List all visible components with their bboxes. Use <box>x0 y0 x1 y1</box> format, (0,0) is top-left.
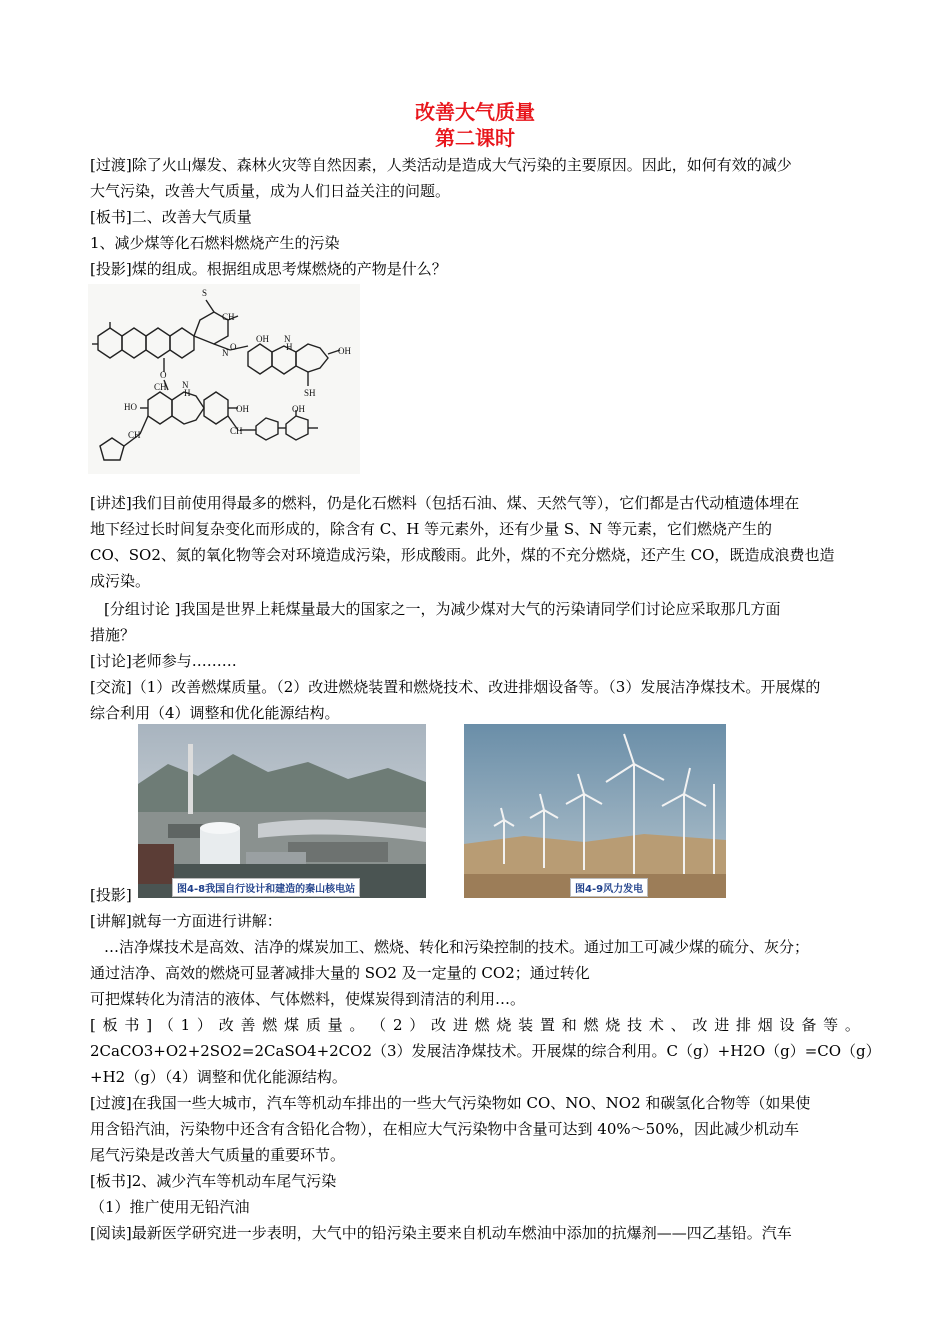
spread-char: （ <box>371 1016 387 1034</box>
text-line: [交流]（1）改善燃煤质量。（2）改进燃烧装置和燃烧技术、改进排烟设备等。（3）发展洁净煤技术。开展煤的 <box>90 678 821 696</box>
paragraph-discussion: [讨论]老师参与……… <box>90 652 237 670</box>
svg-text:CH: CH <box>230 426 243 436</box>
text-line: 成污染。 <box>90 572 151 590</box>
svg-text:O: O <box>160 370 167 380</box>
spread-char: 量 <box>327 1016 343 1034</box>
paragraph-reading: [阅读]最新医学研究进一步表明，大气中的铅污染主要来自机动车燃油中添加的抗爆剂——四乙基铅。汽车 <box>90 1224 792 1242</box>
document-subtitle: 第二课时 <box>435 126 515 150</box>
svg-text:OH: OH <box>256 334 269 344</box>
svg-text:H: H <box>286 342 293 352</box>
paragraph-group-discussion <box>104 596 860 622</box>
spread-char: 燃 <box>262 1016 278 1034</box>
spread-char: [ <box>90 1016 96 1034</box>
svg-text:N: N <box>284 334 291 344</box>
spread-char: 燃 <box>474 1016 490 1034</box>
text-line: +H2（g）（4）调整和优化能源结构。 <box>90 1068 347 1086</box>
spread-char: ） <box>196 1016 212 1034</box>
spread-char: 和 <box>561 1016 577 1034</box>
spread-char: 烧 <box>496 1016 512 1034</box>
spread-char: 2 <box>392 1016 403 1034</box>
text-line: 大气污染，改善大气质量，成为人们日益关注的问题。 <box>90 182 451 200</box>
spread-char: 设 <box>779 1016 795 1034</box>
svg-text:S: S <box>202 288 208 298</box>
svg-text:N: N <box>222 348 229 358</box>
paragraph-explanation: [讲解]就每一方面进行讲解： <box>90 912 282 930</box>
paragraph-clean-coal-cont <box>90 960 860 1012</box>
svg-text:SH: SH <box>304 388 316 398</box>
text-line: 通过洁净、高效的燃烧可显著减排大量的 SO2 及一定量的 CO2；通过转化 <box>90 964 590 982</box>
text-line: 地下经过长时间复杂变化而形成的，除含有 C、H 等元素外，还有少量 S、N 等元素，它们燃烧产生的 <box>90 520 773 538</box>
spread-char: 等 <box>823 1016 839 1034</box>
svg-text:OH: OH <box>338 346 351 356</box>
spread-char: 置 <box>539 1016 555 1034</box>
nuclear-plant-photo <box>138 724 426 898</box>
paragraph-exchange <box>90 674 860 726</box>
paragraph-projection-1: [投影]煤的组成。根据组成思考煤燃烧的产物是什么？ <box>90 260 447 278</box>
spread-char: （ <box>158 1016 174 1034</box>
text-line: [讲述]我们目前使用得最多的燃料，仍是化石燃料（包括石油、煤、天然气等），它们都是古代动植遗体埋在 <box>90 494 800 512</box>
spread-char: 改 <box>692 1016 708 1034</box>
spread-char: 板 <box>102 1016 118 1034</box>
svg-text:O: O <box>230 342 237 352</box>
svg-text:H: H <box>184 388 191 398</box>
document-title: 改善大气质量 <box>415 100 535 124</box>
spread-char: 质 <box>305 1016 321 1034</box>
spread-char: 进 <box>714 1016 730 1034</box>
spread-char: 书 <box>124 1016 140 1034</box>
coal-structure-diagram <box>88 284 360 474</box>
spread-char: 。 <box>349 1016 365 1034</box>
text-line: [过渡]除了火山爆发、森林火灾等自然因素，人类活动是造成大气污染的主要原因。因此，如何有效的减少 <box>90 156 792 174</box>
spread-char: 装 <box>518 1016 534 1034</box>
spread-char: 技 <box>627 1016 643 1034</box>
paragraph-transition-1 <box>90 152 860 204</box>
spread-char: 。 <box>844 1016 860 1034</box>
spread-char: 烟 <box>757 1016 773 1034</box>
text-line: 用含铅汽油，污染物中还含有含铅化合物），在相应大气污染物中含量可达到 40%～50%，因此减少机动车 <box>90 1120 799 1138</box>
text-line: 可把煤转化为清洁的液体、气体燃料，使煤炭得到清洁的利用…。 <box>90 990 526 1008</box>
svg-text:HO: HO <box>124 402 137 412</box>
paragraph-projection-2: [投影] <box>90 886 132 904</box>
spread-char: 烧 <box>605 1016 621 1034</box>
paragraph-board-heading: [板书]二、改善大气质量 <box>90 208 252 226</box>
paragraph-board-vehicles: [板书]2、减少汽车等机动车尾气污染 <box>90 1172 337 1190</box>
svg-text:CH: CH <box>222 312 235 322</box>
spread-char: 术 <box>648 1016 664 1034</box>
wind-power-caption: 图4-9风力发电 <box>570 878 648 897</box>
text-line: …洁净煤技术是高效、洁净的煤炭加工、燃烧、转化和污染控制的技术。通过加工可减少煤的硫分、灰分； <box>104 938 810 956</box>
svg-text:OH: OH <box>236 404 249 414</box>
text-line-justified <box>90 1012 860 1038</box>
svg-text:CH: CH <box>128 430 141 440</box>
spread-char: 排 <box>735 1016 751 1034</box>
spread-char: 1 <box>180 1016 191 1034</box>
wind-turbines-photo <box>464 724 726 898</box>
spread-char: 改 <box>218 1016 234 1034</box>
svg-text:OH: OH <box>292 404 305 414</box>
spread-char: 燃 <box>583 1016 599 1034</box>
paragraph-board-measures <box>90 1012 881 1090</box>
text-line: CO、SO2、氮的氧化物等会对环境造成污染，形成酸雨。此外，煤的不充分燃烧，还产生 CO，既造成浪费也造 <box>90 546 835 564</box>
paragraph-unleaded: （1）推广使用无铅汽油 <box>90 1198 250 1216</box>
spread-char: 善 <box>240 1016 256 1034</box>
paragraph-section-1: 1、减少煤等化石燃料燃烧产生的污染 <box>90 234 340 252</box>
svg-text:N: N <box>182 380 189 390</box>
paragraph-narration <box>90 490 860 594</box>
text-line: [过渡]在我国一些大城市，汽车等机动车排出的一些大气污染物如 CO、NO、NO2 和碳氢化合物等（如果使 <box>90 1094 811 1112</box>
paragraph-transition-2 <box>90 1090 860 1168</box>
text-line: [分组讨论 ]我国是世界上耗煤量最大的国家之一，为减少煤对大气的污染请同学们讨论应采取那几方面 <box>104 600 781 618</box>
spread-char: 改 <box>431 1016 447 1034</box>
text-line: 尾气污染是改善大气质量的重要环节。 <box>90 1146 346 1164</box>
spread-char: 煤 <box>284 1016 300 1034</box>
text-line: 综合利用（4）调整和优化能源结构。 <box>90 704 340 722</box>
spread-char: 、 <box>670 1016 686 1034</box>
paragraph-group-discussion-cont: 措施？ <box>90 626 136 644</box>
spread-char: ] <box>146 1016 153 1034</box>
svg-text:CH: CH <box>154 382 167 392</box>
spread-char: 备 <box>801 1016 817 1034</box>
paragraph-clean-coal <box>104 934 860 960</box>
spread-char: 进 <box>452 1016 468 1034</box>
spread-char: ） <box>409 1016 425 1034</box>
nuclear-plant-caption: 图4-8我国自行设计和建造的秦山核电站 <box>172 878 360 897</box>
text-line: 2CaCO3+O2+2SO2=2CaSO4+2CO2（3）发展洁净煤技术。开展煤的综合利用。C（g）+H2O（g）=CO（g） <box>90 1042 881 1060</box>
